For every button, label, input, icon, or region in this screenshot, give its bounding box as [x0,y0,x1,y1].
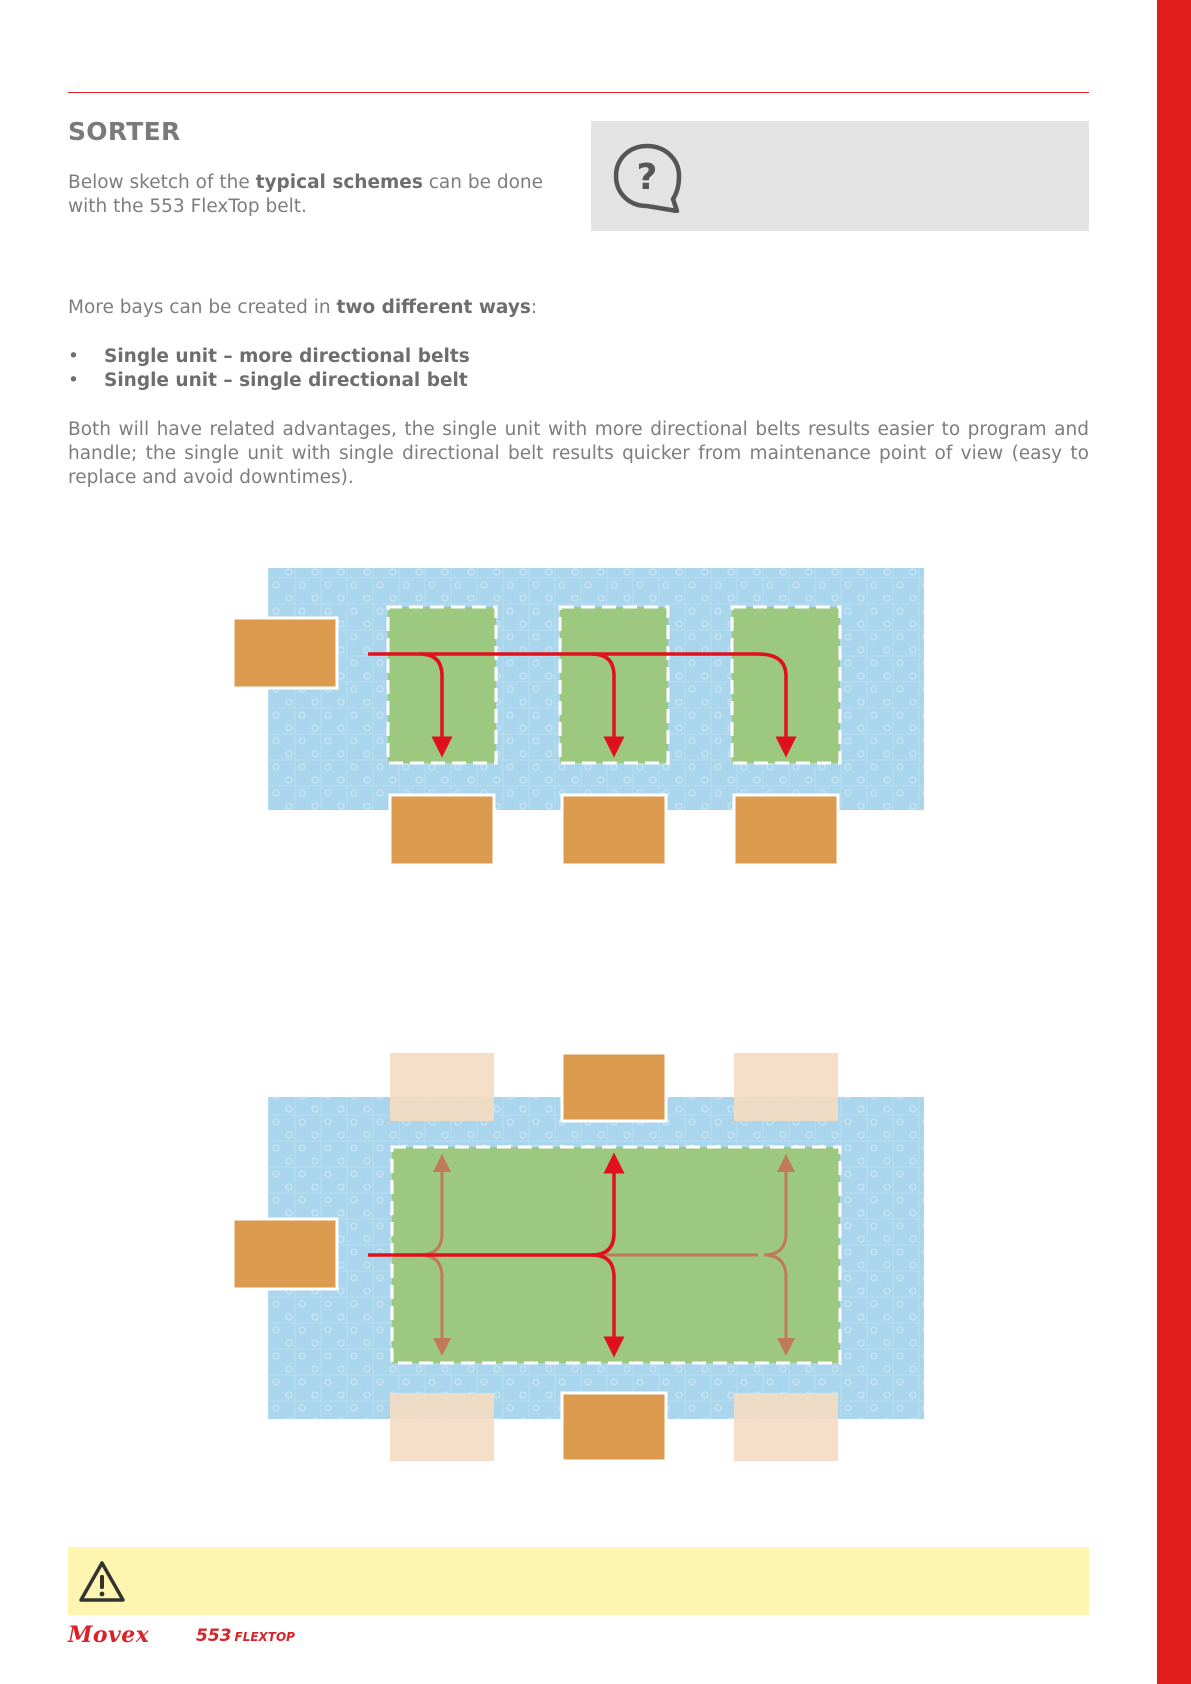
intro-paragraph [68,171,588,219]
intro-emphasis: typical schemes [255,172,423,193]
ways-emphasis: two different ways [336,297,531,318]
outfeed-bay [562,1053,666,1121]
faded-bay [734,1393,838,1461]
product-name: FLEXTOP [234,1630,295,1644]
product-number: 553 [196,1626,232,1646]
faded-bay [390,1393,494,1461]
bullet-marker: • [68,346,79,367]
sorter-diagram-multiple-belts [230,565,930,865]
list-item [68,345,470,369]
infeed-bay [233,1219,337,1289]
sorter-diagram-single-belt [230,1050,930,1470]
intro-text-end: can be done with the 553 FlexTop belt. [68,172,544,217]
header-rule [68,92,1089,93]
brand-logo: Movex [68,1622,150,1648]
list-item-text: Single unit – single directional belt [104,370,468,391]
question-bubble-icon [611,141,683,213]
bullet-marker: • [68,370,79,391]
ways-text-end: : [530,297,538,318]
intro-text-start: Below sketch of the [68,172,256,193]
ways-list [68,345,470,393]
faded-bay [390,1053,494,1121]
faded-bay [734,1053,838,1121]
ways-paragraph [68,297,537,318]
help-box [591,121,1089,231]
advantages-paragraph: Both will have related advantages, the single unit with more directional belts results easier to program and handle; the single unit with single directional belt results quicker from maintenance point of view (easy to replace and avoid downtimes). [68,419,1089,488]
section-title: SORTER [68,117,181,146]
page-edge-bar [1157,0,1191,1684]
svg-text:?: ? [636,157,658,198]
ways-text-start: More bays can be created in [68,297,337,318]
infeed-bay [233,618,337,688]
warning-box [68,1547,1089,1615]
warning-triangle-icon [78,1560,126,1604]
product-label [196,1626,295,1646]
list-item [68,369,470,393]
outfeed-bay [562,795,666,865]
list-item-text: Single unit – more directional belts [104,346,470,367]
outfeed-bay [562,1393,666,1461]
outfeed-bay [390,795,494,865]
outfeed-bay [734,795,838,865]
